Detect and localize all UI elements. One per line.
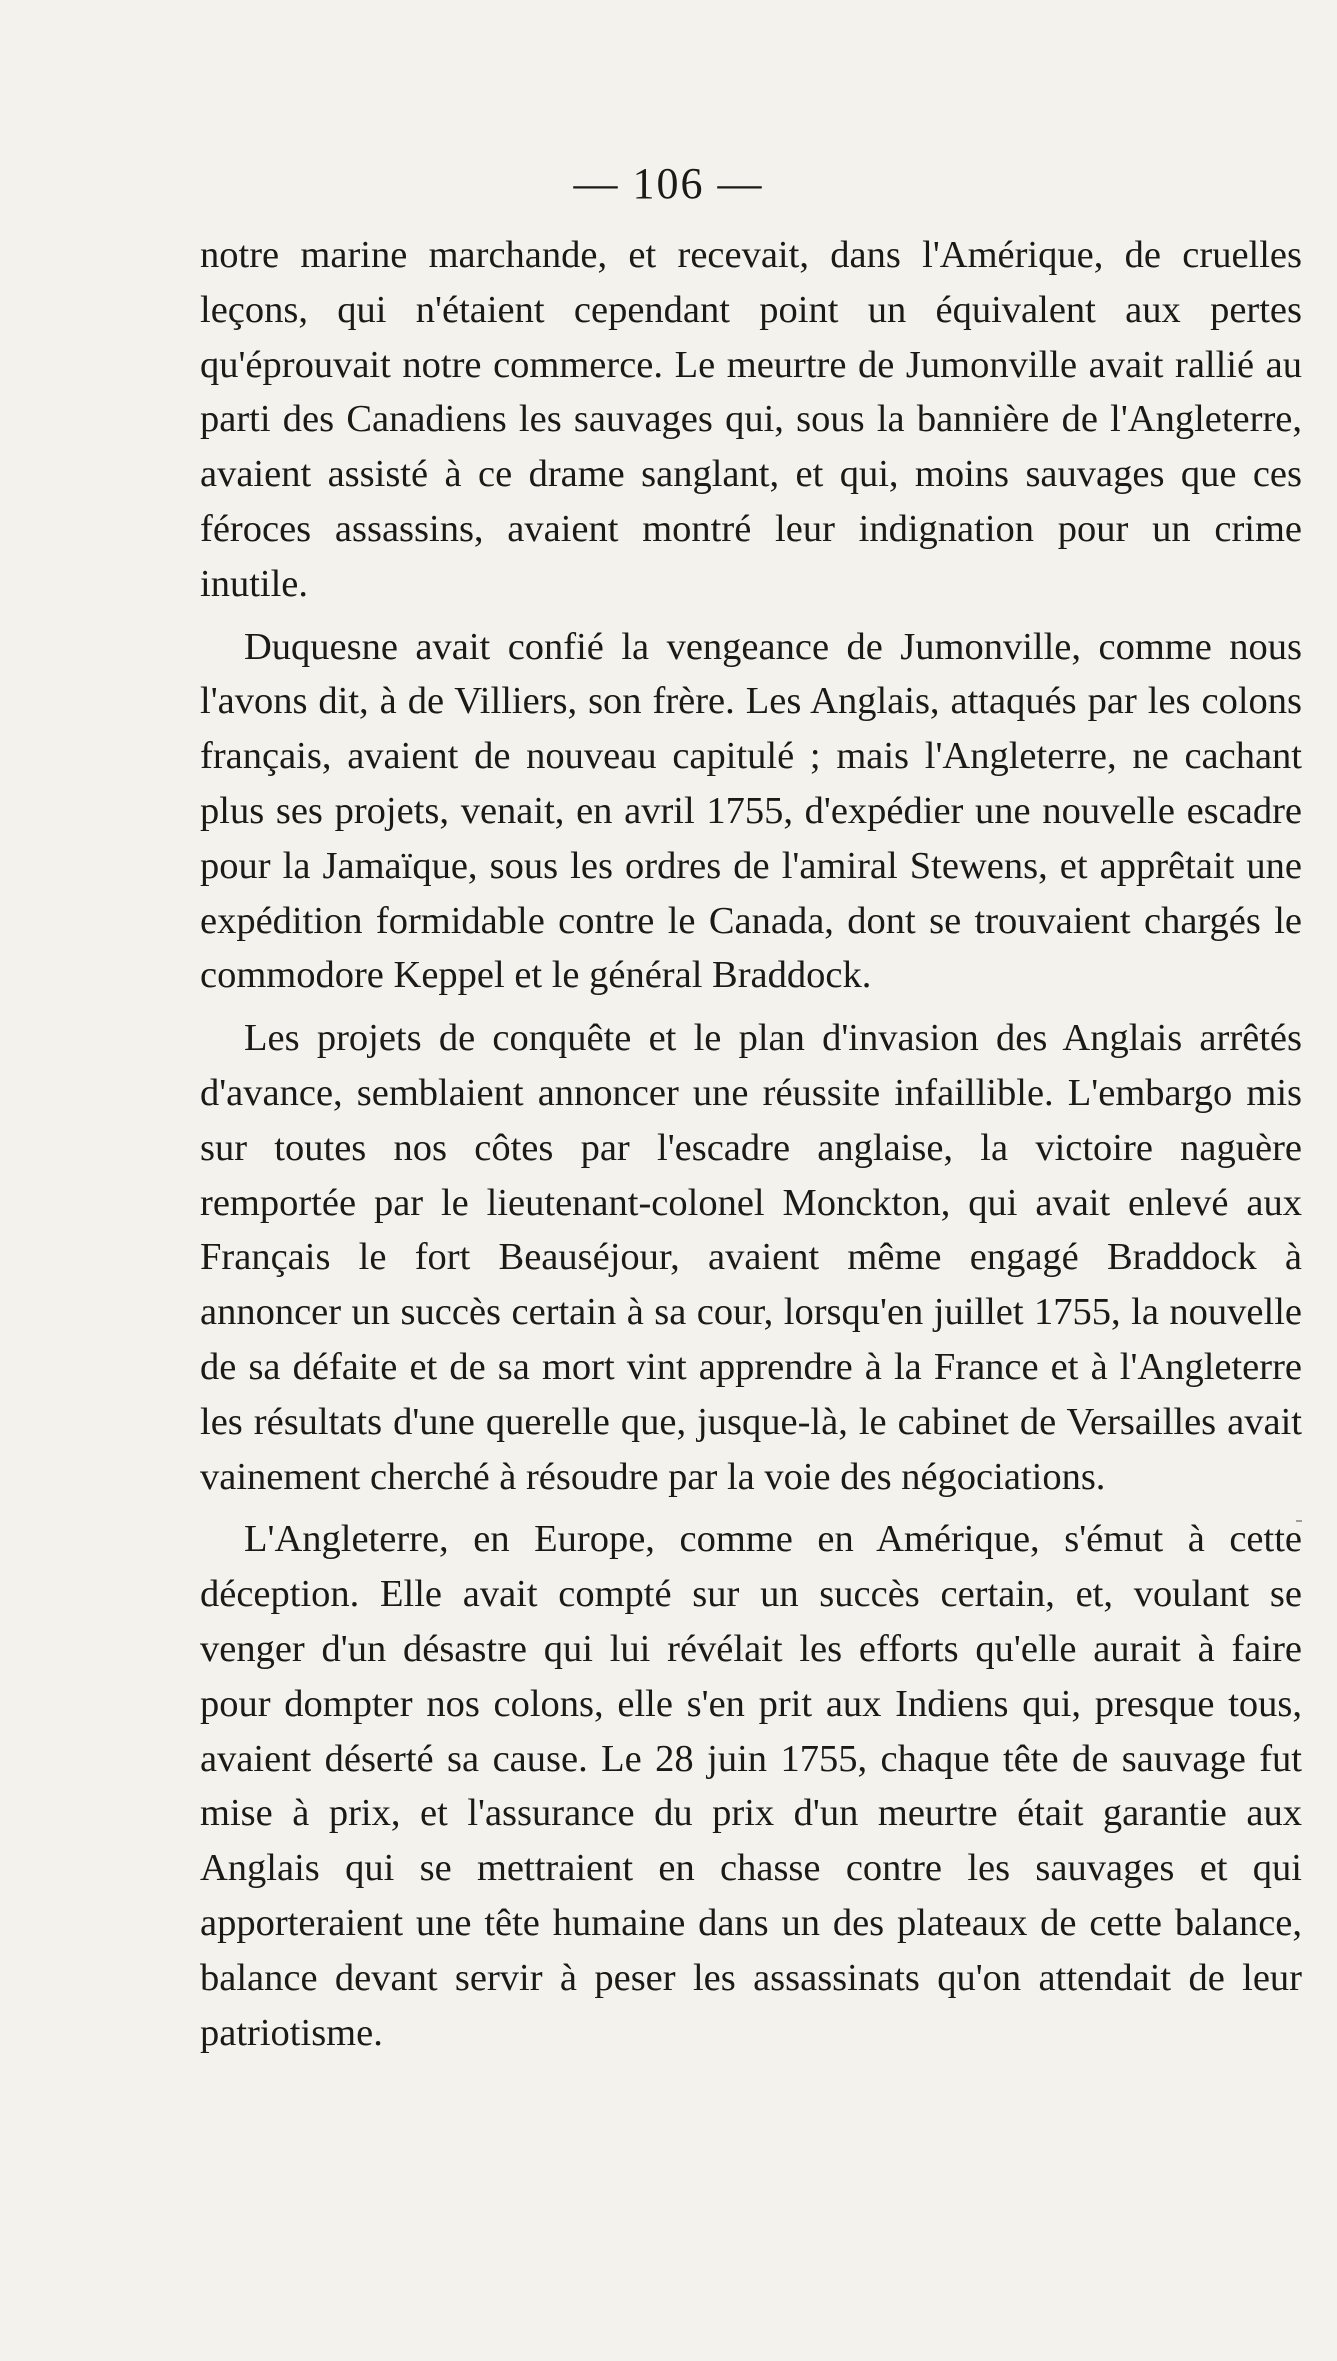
paragraph-2: Duquesne avait confié la vengeance de Jumonville, comme nous l'avons dit, à de Villiers, son frère. Les Anglais, attaqués par les colons français, avaient de nouveau capitulé ; mais l'Angleterre, ne cachant plus ses projets, venait, en avril 1755, d'expédier une nouvelle escadre pour la Jamaïque, sous les ordres de l'amiral Stewens, et apprêtait une expédition formidable contre le Canada, dont se trouvaient chargés le commodore Keppel et le général Braddock.: [200, 625, 1302, 997]
paragraph-4: L'Angleterre, en Europe, comme en Amérique, s'émut à cette déception. Elle avait compté sur un succès certain, et, voulant se venger d'un désastre qui lui révélait les efforts qu'elle aurait à faire pour dompter nos colons, elle s'en prit aux Indiens qui, presque tous, avaient déserté sa cause. Le 28 juin 1755, chaque tête de sauvage fut mise à prix, et l'assurance du prix d'un meurtre était garantie aux Anglais qui se mettraient en chasse contre les sauvages et qui apporteraient une tête humaine dans un des plateaux de cette balance, balance devant servir à peser les assassinats qu'on attendait de leur patriotisme.: [200, 1518, 1302, 2054]
page-number: — 106 —: [573, 159, 764, 208]
paragraph-3: Les projets de conquête et le plan d'invasion des Anglais arrêtés d'avance, semblaient annoncer une réussite infaillible. L'embargo mis sur toutes nos côtes par l'escadre anglaise, la victoire naguère remportée par le lieutenant-colonel Monckton, qui avait enlevé aux Français le fort Beauséjour, avaient même engagé Braddock à annoncer un succès certain à sa cour, lorsqu'en juillet 1755, la nouvelle de sa défaite et de sa mort vint apprendre à la France et à l'Angleterre les résultats d'une querelle que, jusque-là, le cabinet de Versailles avait vainement cherché à résoudre par la voie des négociations.: [200, 1017, 1302, 1498]
paragraph-1: notre marine marchande, et recevait, dans l'Amérique, de cruelles leçons, qui n'étaient cependant point un équivalent aux pertes qu'éprouvait notre commerce. Le meurtre de Jumonville avait rallié au parti des Canadiens les sauvages qui, sous la bannière de l'Angleterre, avaient assisté à ce drame sanglant, et qui, moins sauvages que ces féroces assassins, avaient montré leur indignation pour un crime inutile.: [200, 234, 1302, 605]
page-speck: [1296, 1520, 1302, 1522]
body-text: [200, 228, 1302, 2060]
